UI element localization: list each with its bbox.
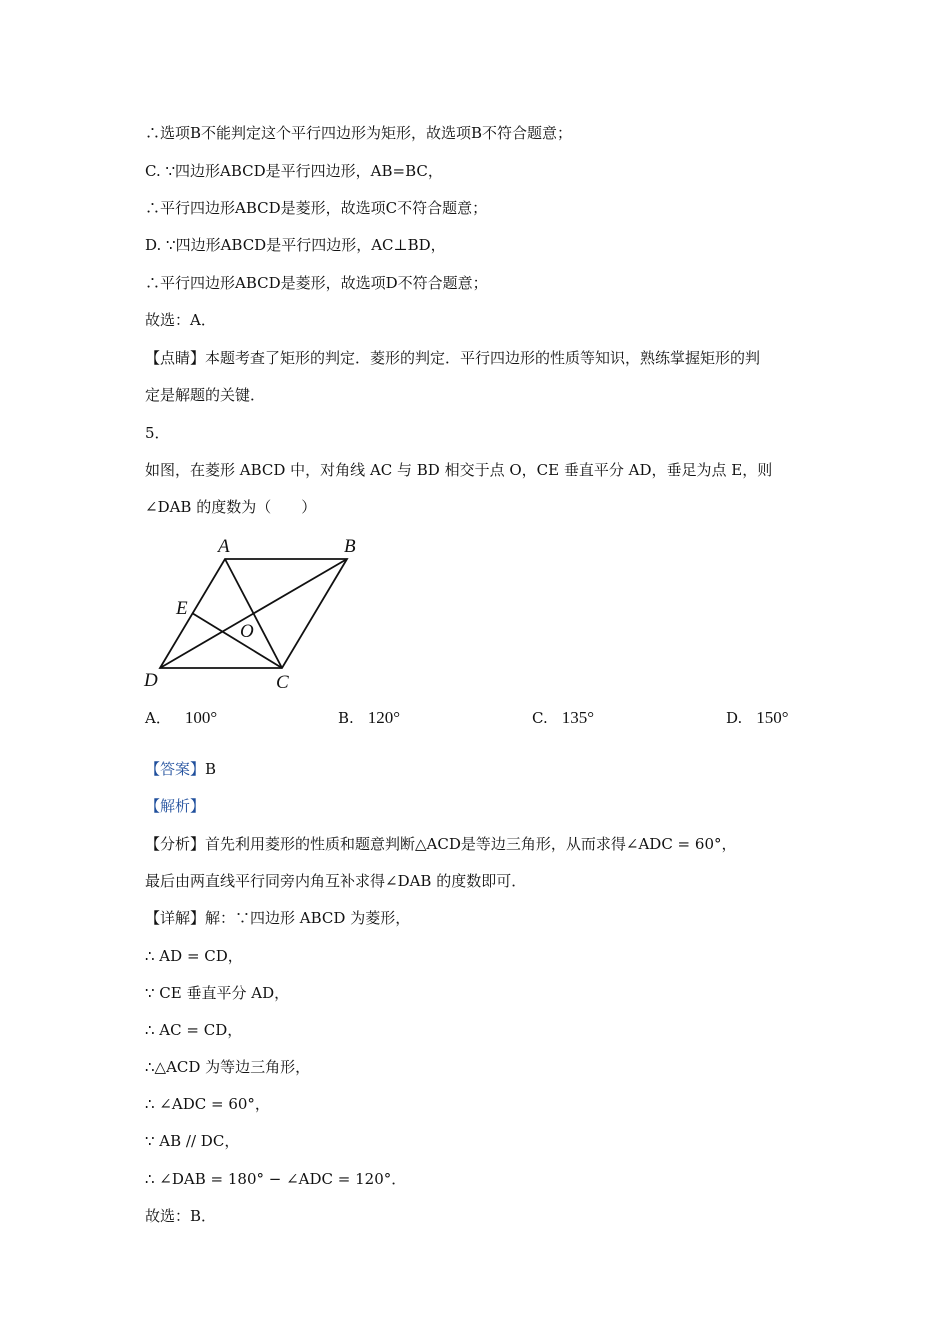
option-letter: A．: [145, 709, 171, 727]
fenxi-paragraph: [145, 834, 737, 854]
option-value: 100°: [184, 708, 218, 727]
option-letter: C.: [532, 709, 548, 727]
option-value: 120°: [367, 708, 401, 727]
dianjing-text: 本题考查了矩形的判定．菱形的判定．平行四边形的性质等知识，熟练掌握矩形的判: [205, 349, 761, 367]
analysis-tag: 【解析】: [145, 797, 206, 815]
answer-line: [145, 759, 216, 779]
answer-tag: 【答案】: [145, 760, 206, 778]
text-line: ∴选项B不能判定这个平行四边形为矩形，故选项B不符合题意；: [145, 124, 573, 142]
solution-step: ∵ CE 垂直平分 AD，: [145, 984, 290, 1002]
rhombus-figure: [140, 533, 380, 693]
text-line: ∴平行四边形ABCD是菱形，故选项C不符合题意；: [145, 199, 488, 217]
solution-step: ∵ AB // DC，: [145, 1132, 240, 1150]
option-c[interactable]: [532, 708, 594, 728]
text-line: ∴平行四边形ABCD是菱形，故选项D不符合题意；: [145, 274, 488, 292]
dianjing-paragraph: [145, 348, 760, 368]
text-line: D. ∵四边形ABCD是平行四边形，AC⊥BD，: [145, 236, 446, 254]
fenxi-tag: 【分析】: [145, 835, 206, 853]
solution-step: ∴ AD = CD，: [145, 947, 243, 965]
label-b: B: [344, 536, 356, 557]
answer-value: B: [205, 760, 217, 778]
solution-step: ∴ ∠ADC = 60°，: [145, 1095, 270, 1113]
option-b[interactable]: [338, 708, 400, 728]
option-value: 135°: [561, 708, 595, 727]
label-a: A: [218, 536, 230, 557]
diagonal-bd: [160, 559, 347, 668]
question-stem: ∠DAB 的度数为（ ）: [145, 498, 317, 516]
detail-tag: 【详解】: [145, 909, 206, 927]
text-line: 定是解题的关键．: [145, 386, 266, 404]
option-d[interactable]: [726, 708, 789, 728]
solution-step: ∴△ACD 为等边三角形，: [145, 1058, 311, 1076]
question-number: 5．: [145, 424, 170, 442]
label-e: E: [176, 598, 188, 619]
option-letter: D.: [726, 709, 743, 727]
detail-text: 解：∵四边形 ABCD 为菱形，: [205, 909, 411, 927]
label-c: C: [276, 672, 289, 693]
solution-step: ∴ ∠DAB = 180° − ∠ADC = 120°．: [145, 1170, 407, 1188]
option-a[interactable]: [145, 708, 217, 728]
solution-step: ∴ AC = CD，: [145, 1021, 243, 1039]
option-letter: B.: [338, 709, 354, 727]
solution-step: 故选：B．: [145, 1207, 217, 1225]
label-o: O: [240, 621, 254, 642]
detail-paragraph: [145, 908, 410, 928]
dianjing-tag: 【点睛】: [145, 349, 206, 367]
text-line: C. ∵四边形ABCD是平行四边形，AB=BC，: [145, 162, 443, 180]
text-line: 故选：A．: [145, 311, 216, 329]
question-stem: 如图，在菱形 ABCD 中，对角线 AC 与 BD 相交于点 O，CE 垂直平分 AD，垂足为点 E，则: [145, 461, 773, 479]
option-value: 150°: [756, 708, 789, 727]
label-d: D: [144, 670, 158, 691]
fenxi-text: 最后由两直线平行同旁内角互补求得∠DAB 的度数即可．: [145, 872, 527, 890]
fenxi-text: 首先利用菱形的性质和题意判断△ACD是等边三角形，从而求得∠ADC = 60°，: [205, 835, 737, 853]
